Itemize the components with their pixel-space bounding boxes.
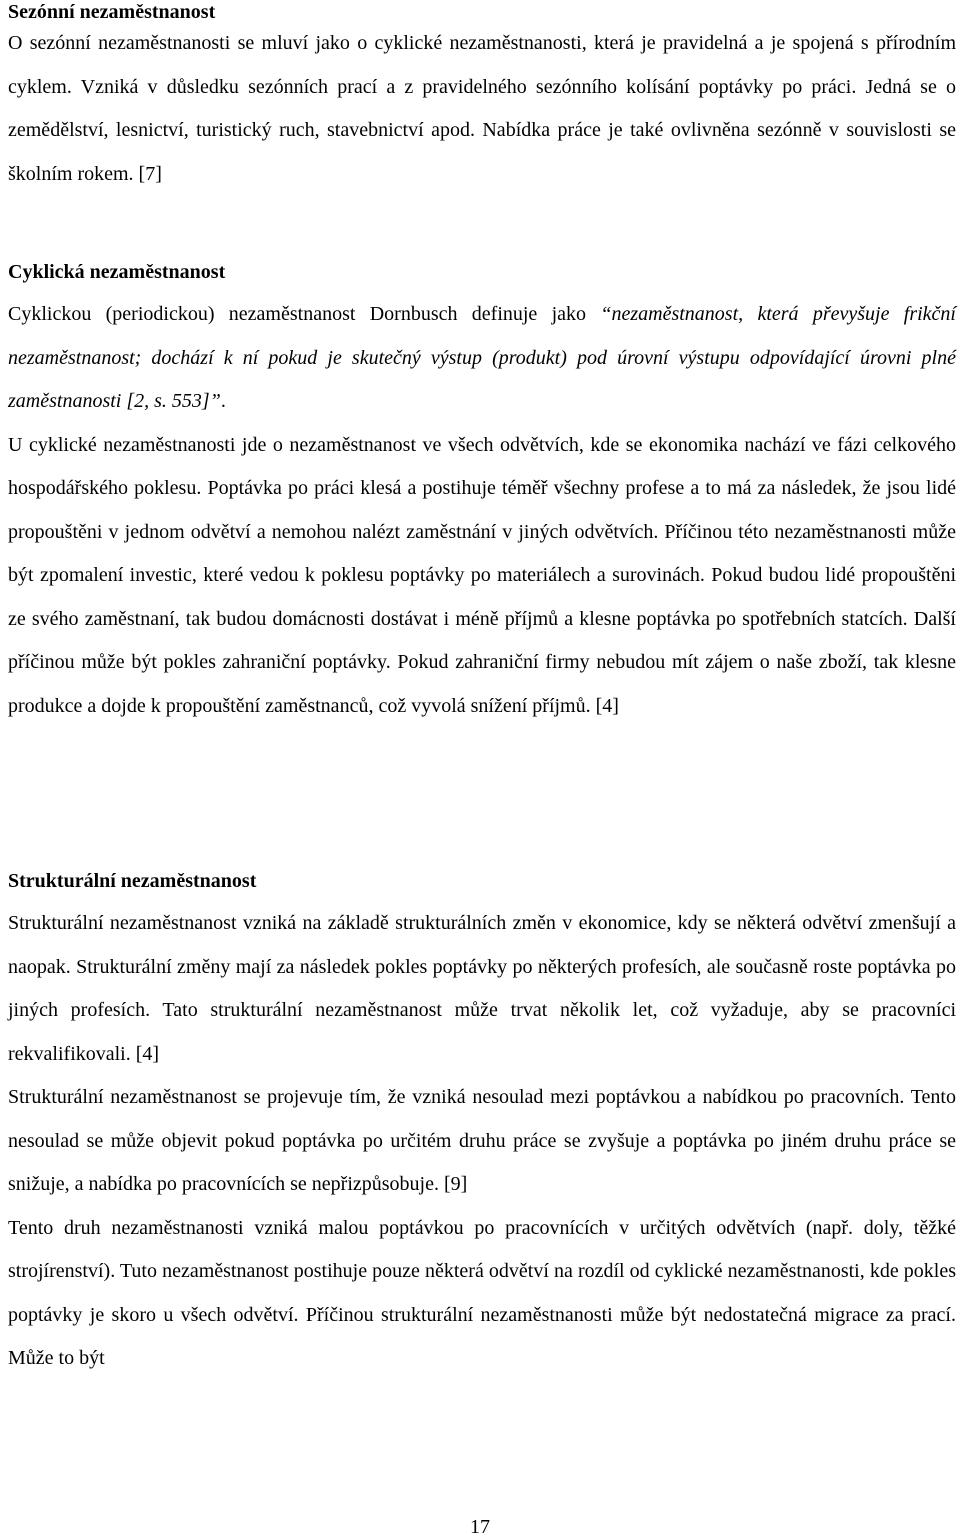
- section-heading-structural: Strukturální nezaměstnanost: [8, 870, 257, 892]
- paragraph: Tento druh nezaměstnanosti vzniká malou poptávkou po pracovnících v určitých odvětvích (např. doly, těžké strojírenství). Tuto nezaměstnanost postihuje pouze některá odvětví na rozdíl od cyklické nezaměstnanosti, kde pokles poptávky je skoro u všech odvětví. Příčinou strukturální nezaměstnanosti může být nedostatečná migrace za prací. Může to být: [8, 1216, 956, 1369]
- definition-end: .: [220, 390, 226, 412]
- page-number: 17: [470, 1516, 490, 1538]
- section-body-seasonal: [8, 22, 956, 196]
- section-heading-cyclical: Cyklická nezaměstnanost: [8, 261, 226, 283]
- paragraph-definition: [8, 293, 956, 424]
- section-heading-seasonal: Sezónní nezaměstnanost: [8, 1, 216, 23]
- definition-quote: “nezaměstnanost, která převyšuje frikční nezaměstnanost; dochází k ní pokud je skutečný výstup (produkt) pod úrovní výstupu odpovídající úrovni plné zaměstnanosti [2, s. 553]”: [8, 303, 956, 412]
- definition-intro: Cyklickou (periodickou) nezaměstnanost Dornbusch definuje jako: [8, 303, 601, 325]
- paragraph: O sezónní nezaměstnanosti se mluví jako o cyklické nezaměstnanosti, která je pravidelná a je spojená s přírodním cyklem. Vzniká v důsledku sezónních prací a z pravidelného sezónního kolísání poptávky po práci. Jedná se o zemědělství, lesnictví, turistický ruch, stavebnictví apod. Nabídka práce je také ovlivněna sezónně v souvislosti se školním rokem. [7]: [8, 32, 956, 185]
- paragraph: Strukturální nezaměstnanost vzniká na základě strukturálních změn v ekonomice, kdy se některá odvětví zmenšují a naopak. Strukturální změny mají za následek pokles poptávky po některých profesích, ale současně roste poptávka po jiných profesích. Tato strukturální nezaměstnanost může trvat několik let, což vyžaduje, aby se pracovníci rekvalifikovali. [4]: [8, 912, 956, 1065]
- paragraph: Strukturální nezaměstnanost se projevuje tím, že vzniká nesoulad mezi poptávkou a nabídkou po pracovních. Tento nesoulad se může objevit pokud poptávka po určitém druhu práce se zvyšuje a poptávka po jiném druhu práce se snižuje, a nabídka po pracovnících se nepřizpůsobuje. [9]: [8, 1086, 956, 1195]
- section-body-structural: [8, 902, 956, 1381]
- paragraph: U cyklické nezaměstnanosti jde o nezaměstnanost ve všech odvětvích, kde se ekonomika nachází ve fázi celkového hospodářského poklesu. Poptávka po práci klesá a postihuje téměř všechny profese a to má za následek, že jsou lidé propouštěni v jednom odvětví a nemohou nalézt zaměstnání v jiných odvětvích. Příčinou této nezaměstnanosti může být zpomalení investic, které vedou k poklesu poptávky po materiálech a surovinách. Pokud budou lidé propouštěni ze svého zaměstnaní, tak budou domácnosti dostávat i méně příjmů a klesne poptávka po spotřebních statcích. Další příčinou může být pokles zahraniční poptávky. Pokud zahraniční firmy nebudou mít zájem o naše zboží, tak klesne produkce a dojde k propouštění zaměstnanců, což vyvolá snížení příjmů. [4]: [8, 433, 956, 717]
- section-body-cyclical: [8, 293, 956, 728]
